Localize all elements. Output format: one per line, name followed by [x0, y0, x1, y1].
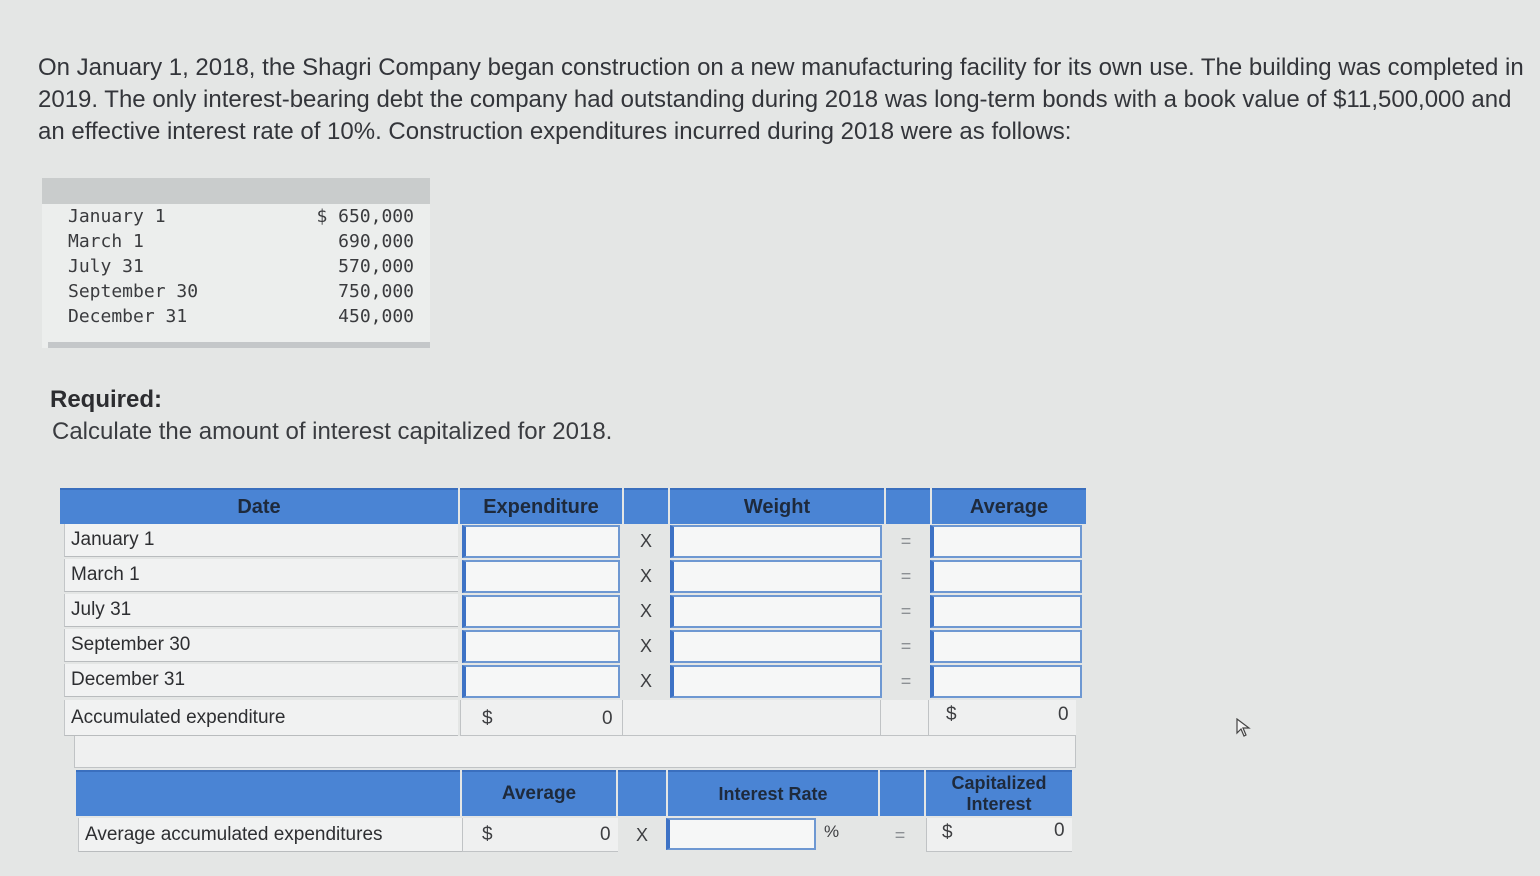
- expenditure-row: [68, 206, 414, 231]
- equals-sign: =: [900, 636, 912, 656]
- currency-symbol: $: [482, 824, 493, 845]
- row-label: July 31: [64, 594, 458, 627]
- accumulated-average-total: 0: [1058, 704, 1069, 725]
- expenditure-date: July 31: [68, 256, 144, 277]
- expenditure-amount: 570,000: [338, 256, 414, 277]
- expenditure-row: [68, 256, 414, 281]
- weight-input[interactable]: [670, 665, 882, 698]
- average-input[interactable]: [930, 595, 1082, 628]
- average-input[interactable]: [930, 630, 1082, 663]
- expenditure-amount: 750,000: [338, 281, 414, 302]
- expenditures-table: [42, 178, 430, 348]
- expenditure-amount: $ 650,000: [316, 206, 414, 227]
- expenditure-date: September 30: [68, 281, 199, 302]
- header-operator-gap: [624, 488, 668, 524]
- header-average: Average: [932, 488, 1086, 524]
- header-expenditure: Expenditure: [460, 488, 622, 524]
- expenditure-amount: 690,000: [338, 231, 414, 252]
- mouse-cursor-icon: [1236, 718, 1252, 738]
- multiply-sign: X: [639, 566, 652, 586]
- expenditure-input[interactable]: [462, 630, 620, 663]
- expenditure-row: [68, 306, 414, 331]
- summary-header-gap: [618, 770, 666, 816]
- summary-header-interest-rate: Interest Rate: [668, 770, 878, 816]
- summary-header-blank: [76, 770, 460, 816]
- spacer-row: [74, 736, 1076, 768]
- table-header-bar: [42, 178, 430, 204]
- equals-sign: =: [900, 566, 912, 586]
- expenditure-date: March 1: [68, 231, 144, 252]
- summary-header-gap: [880, 770, 924, 816]
- currency-symbol: $: [946, 704, 957, 725]
- expenditure-input[interactable]: [462, 525, 620, 558]
- weight-input[interactable]: [670, 525, 882, 558]
- summary-header-average: Average: [462, 770, 616, 816]
- header-weight: Weight: [670, 488, 884, 524]
- interest-rate-input[interactable]: [666, 818, 816, 850]
- row-label: March 1: [64, 559, 458, 592]
- accumulated-expenditure-label: Accumulated expenditure: [64, 700, 458, 736]
- expenditure-input[interactable]: [462, 665, 620, 698]
- header-equals-gap: [886, 488, 930, 524]
- empty-cell: [622, 700, 880, 736]
- average-input[interactable]: [930, 560, 1082, 593]
- equals-sign: =: [900, 671, 912, 691]
- row-label: September 30: [64, 629, 458, 662]
- multiply-sign: X: [639, 671, 652, 691]
- row-label: December 31: [64, 664, 458, 697]
- equals-sign: =: [900, 601, 912, 621]
- required-heading: Required:: [50, 386, 163, 413]
- header-date: Date: [60, 488, 458, 524]
- expenditure-amount: 450,000: [338, 306, 414, 327]
- weight-input[interactable]: [670, 595, 882, 628]
- currency-symbol: $: [942, 822, 953, 843]
- equals-sign: =: [894, 825, 906, 845]
- row-label: January 1: [64, 524, 458, 557]
- equals-sign: =: [900, 531, 912, 551]
- multiply-sign: X: [639, 636, 652, 656]
- table-bottom-rule: [48, 342, 430, 348]
- average-input[interactable]: [930, 525, 1082, 558]
- empty-cell: [880, 700, 928, 736]
- expenditure-row: [68, 231, 414, 256]
- currency-symbol: $: [482, 708, 493, 729]
- average-input[interactable]: [930, 665, 1082, 698]
- summary-average-value: 0: [600, 824, 611, 845]
- weight-input[interactable]: [670, 560, 882, 593]
- percent-sign: %: [824, 822, 840, 841]
- required-instruction: Calculate the amount of interest capitalized for 2018.: [52, 418, 613, 445]
- expenditure-date: January 1: [68, 206, 166, 227]
- problem-statement: On January 1, 2018, the Shagri Company began construction on a new manufacturing facility for its own use. The building was completed in 2019. The only interest-bearing debt the company had outstanding during 2018 was long-term bonds with a book value of $11,500,000 and an effective interest rate of 10%. Construction expenditures incurred during 2018 were as follows:: [38, 54, 1524, 145]
- expenditure-input[interactable]: [462, 560, 620, 593]
- expenditure-input[interactable]: [462, 595, 620, 628]
- capitalized-interest-worksheet: [60, 488, 1086, 854]
- multiply-sign: X: [639, 531, 652, 551]
- summary-header-capitalized-interest: Capitalized Interest: [926, 770, 1072, 816]
- multiply-sign: X: [639, 601, 652, 621]
- expenditure-row: [68, 281, 414, 306]
- expenditure-date: December 31: [68, 306, 188, 327]
- accumulated-expenditure-total: 0: [602, 708, 613, 729]
- average-accumulated-expenditures-label: Average accumulated expenditures: [78, 818, 462, 852]
- weight-input[interactable]: [670, 630, 882, 663]
- capitalized-interest-value: 0: [1054, 820, 1065, 841]
- multiply-sign: X: [635, 825, 648, 845]
